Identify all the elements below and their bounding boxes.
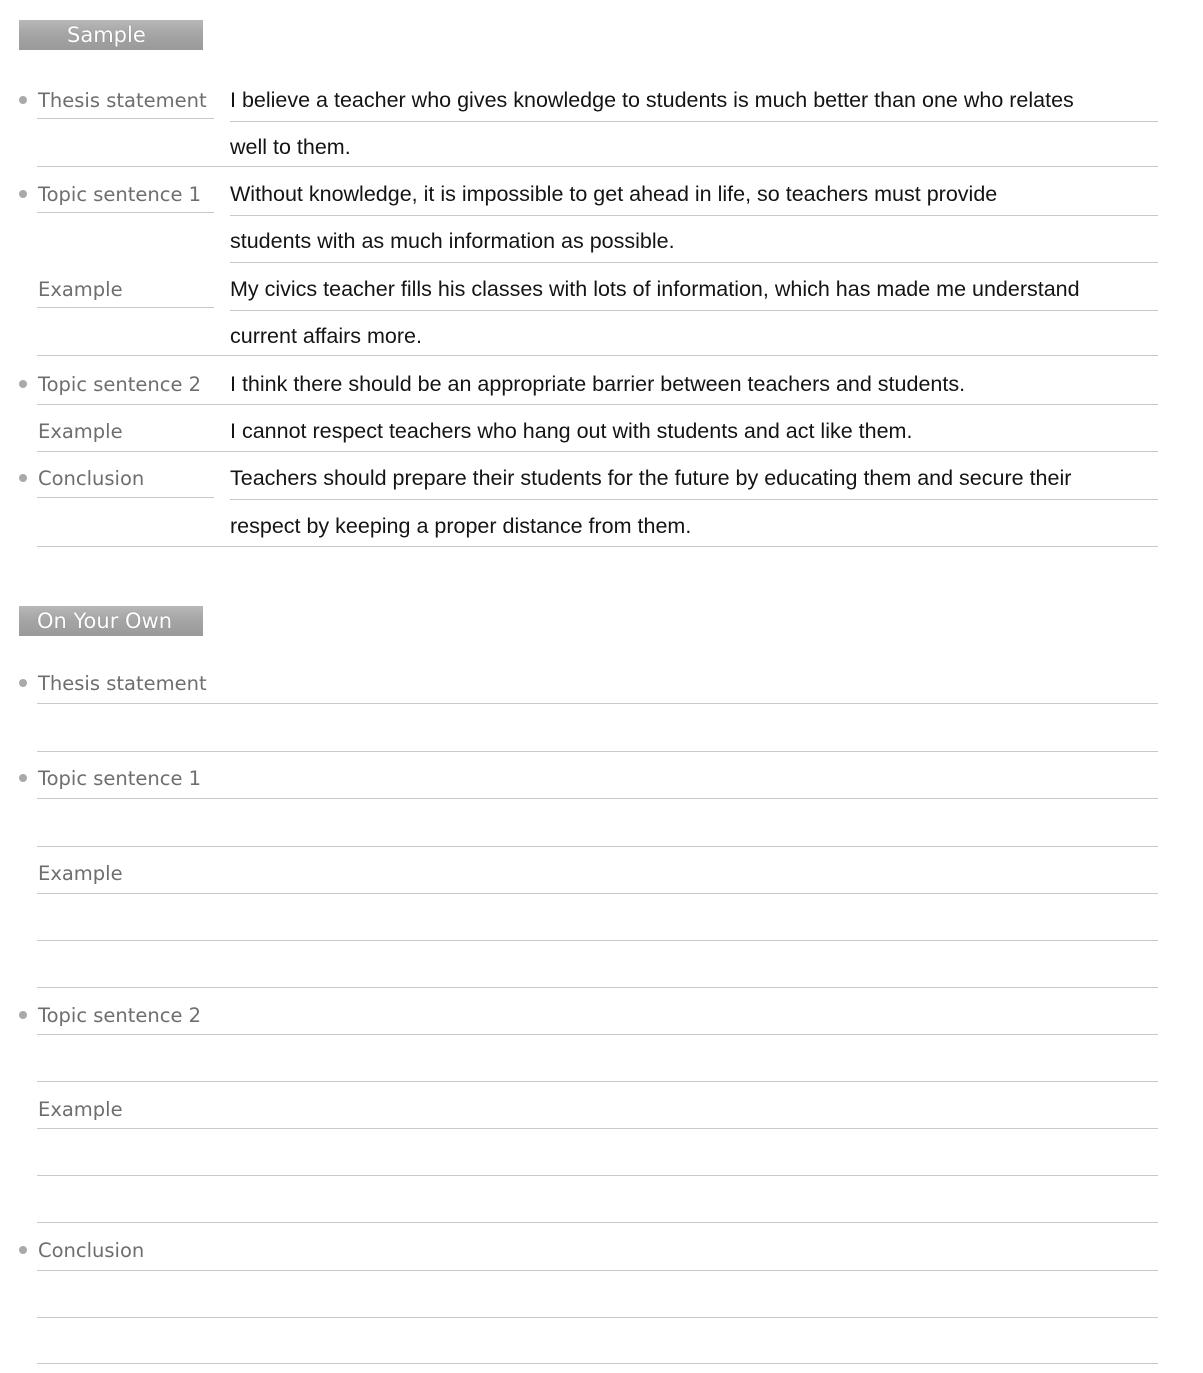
row-text: current affairs more.	[230, 324, 422, 348]
own-row-topic2	[0, 992, 1203, 1039]
row-label: Topic sentence 1	[38, 767, 202, 790]
answer-line[interactable]	[37, 1222, 1158, 1223]
answer-line[interactable]	[37, 846, 1158, 847]
section-badge-on-your-own: On Your Own	[19, 606, 203, 636]
bullet-icon	[19, 96, 27, 104]
bullet-icon	[19, 380, 27, 388]
own-row-topic1	[0, 755, 1203, 802]
own-row-thesis	[0, 660, 1203, 707]
answer-line[interactable]	[37, 1081, 1158, 1082]
answer-line[interactable]	[37, 1270, 1158, 1271]
answer-line[interactable]	[37, 1363, 1158, 1364]
answer-line[interactable]	[37, 1128, 1158, 1129]
row-text: students with as much information as possible.	[230, 229, 675, 253]
row-label: Thesis statement	[38, 672, 207, 695]
sample-row-topic1	[0, 171, 1203, 218]
answer-line[interactable]	[37, 987, 1158, 988]
answer-line[interactable]	[37, 798, 1158, 799]
answer-line[interactable]	[37, 751, 1158, 752]
sample-row-example1-cont	[0, 313, 1203, 360]
row-label: Example	[38, 862, 123, 885]
sample-row-conclusion-cont	[0, 503, 1203, 550]
sample-row-thesis	[0, 77, 1203, 124]
divider	[230, 262, 1158, 263]
divider	[230, 310, 1158, 311]
row-label: Thesis statement	[38, 89, 207, 112]
divider	[37, 546, 1158, 547]
own-row-example1	[0, 850, 1203, 897]
divider	[37, 497, 214, 498]
bullet-icon	[19, 1246, 27, 1254]
answer-line[interactable]	[37, 1317, 1158, 1318]
answer-line[interactable]	[37, 1175, 1158, 1176]
divider	[37, 166, 1158, 167]
row-label: Example	[38, 1098, 123, 1121]
answer-line[interactable]	[37, 893, 1158, 894]
bullet-icon	[19, 190, 27, 198]
divider	[37, 307, 214, 308]
answer-line[interactable]	[37, 1034, 1158, 1035]
bullet-icon	[19, 774, 27, 782]
row-label: Conclusion	[38, 467, 145, 490]
sample-row-example2	[0, 408, 1203, 455]
sample-row-topic1-cont	[0, 218, 1203, 265]
row-label: Topic sentence 2	[38, 1004, 202, 1027]
row-label: Example	[38, 278, 123, 301]
divider	[37, 451, 1158, 452]
sample-row-conclusion	[0, 455, 1203, 502]
answer-line[interactable]	[37, 940, 1158, 941]
row-text: I cannot respect teachers who hang out with students and act like them.	[230, 419, 913, 443]
divider	[230, 215, 1158, 216]
divider	[37, 118, 214, 119]
own-row-example2	[0, 1086, 1203, 1133]
row-text: Teachers should prepare their students for the future by educating them and secure their	[230, 466, 1072, 490]
row-text: well to them.	[230, 135, 351, 159]
sample-row-topic2	[0, 361, 1203, 408]
divider	[230, 499, 1158, 500]
sample-row-example1	[0, 266, 1203, 313]
row-label: Example	[38, 420, 123, 443]
bullet-icon	[19, 474, 27, 482]
bullet-icon	[19, 679, 27, 687]
row-label: Topic sentence 1	[38, 183, 202, 206]
row-label: Topic sentence 2	[38, 373, 202, 396]
row-text: I believe a teacher who gives knowledge to students is much better than one who relates	[230, 88, 1074, 112]
answer-line[interactable]	[37, 703, 1158, 704]
row-text: My civics teacher fills his classes with lots of information, which has made me understand	[230, 277, 1080, 301]
row-text: respect by keeping a proper distance from them.	[230, 514, 692, 538]
sample-row-thesis-cont	[0, 124, 1203, 171]
row-label: Conclusion	[38, 1239, 145, 1262]
section-badge-sample: Sample	[19, 20, 203, 50]
row-text: I think there should be an appropriate barrier between teachers and students.	[230, 372, 966, 396]
divider	[37, 404, 1158, 405]
bullet-icon	[19, 1011, 27, 1019]
row-text: Without knowledge, it is impossible to get ahead in life, so teachers must provide	[230, 182, 998, 206]
own-row-conclusion	[0, 1227, 1203, 1274]
divider	[37, 212, 214, 213]
divider	[37, 355, 1158, 356]
divider	[230, 121, 1158, 122]
